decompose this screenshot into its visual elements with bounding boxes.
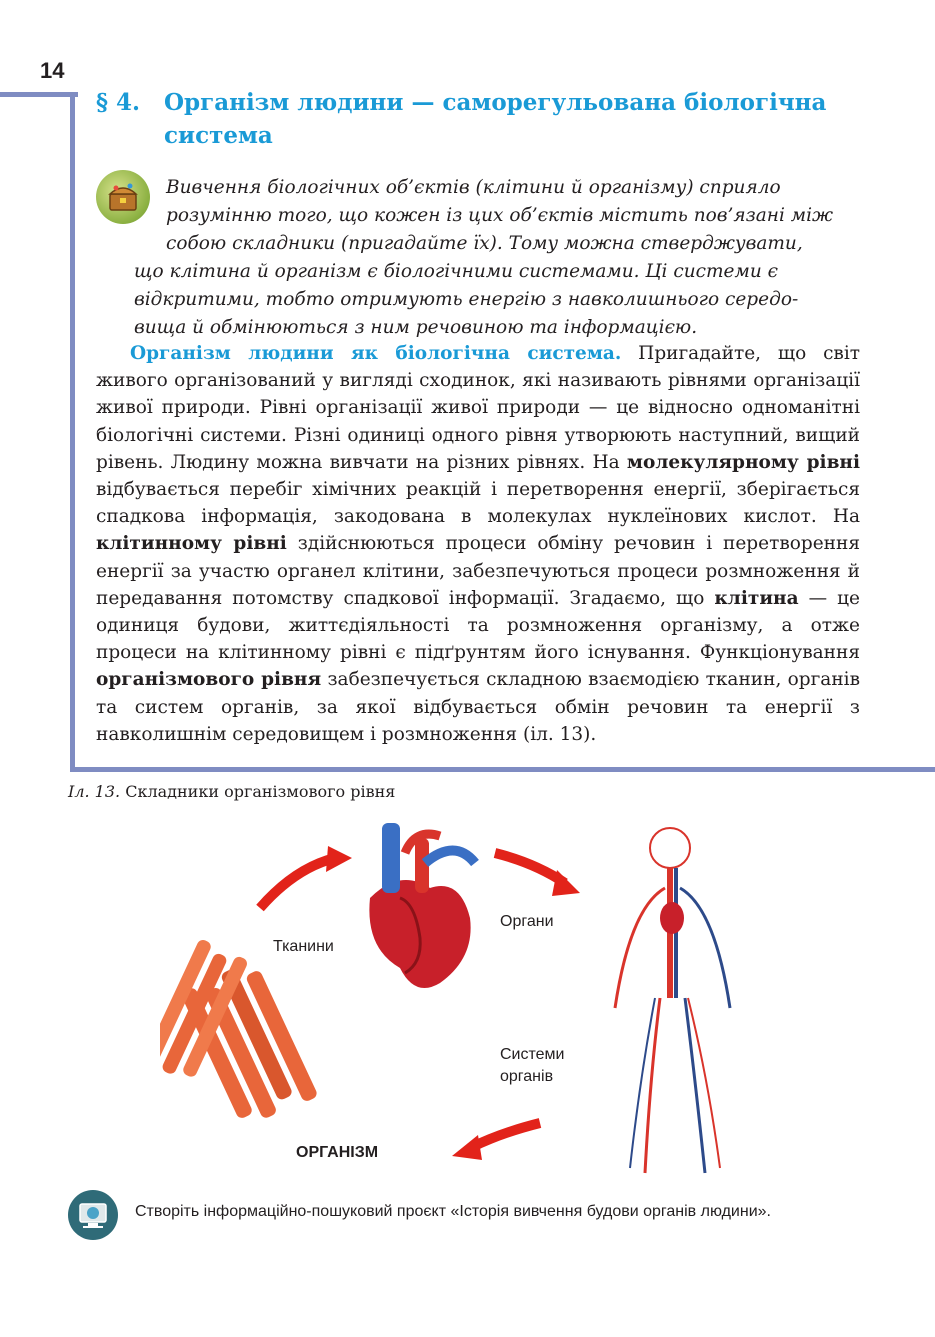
muscle-tissue-image: [160, 938, 319, 1131]
intro-paragraph: [134, 174, 860, 342]
label-organism: ОРГАНІЗМ: [296, 1144, 379, 1161]
project-task: Створіть інформаційно-пошуковий проєкт «Історія вивчення будови органів людини».: [135, 1203, 771, 1220]
body-paragraph: [96, 340, 860, 748]
figure-caption: [68, 782, 395, 801]
arrow-systems-to-organism: [452, 1123, 540, 1160]
body-text: Пригадайте, що світ живого організований у вигляді сходинок, які називають рівнями організації живої природи. Рівні організації живої природи — це відносно одноманітні біологічні системи. Різні одиниці одного рівня утворюють наступний, вищий рівень. Людину можна вивчати на різних рівнях. На: [96, 343, 860, 473]
section-title: [96, 86, 886, 152]
term-organism-level: організмового рівня: [96, 669, 322, 691]
title-line-2: система: [164, 122, 273, 149]
intro-line: що клітина й організм є біологічними системами. Ці системи є: [134, 261, 778, 282]
intro-line: розумінню того, що кожен із цих об’єктів містить пов’язані між: [166, 205, 834, 226]
body-text: відбувається перебіг хімічних реакцій і перетворення енергії, зберігається спадкова інформація, закодована в молекулах нуклеїнових кислот. На: [96, 479, 860, 528]
frame-bottom-bar: [70, 767, 935, 772]
term-cell: клітина: [714, 587, 799, 609]
caption-text: Складники організмового рівня: [120, 782, 396, 801]
label-organ-systems-line2: органів: [500, 1068, 554, 1085]
computer-icon: [68, 1190, 118, 1240]
main-text: [96, 340, 860, 748]
intro-line: Вивчення біологічних об’єктів (клітини й організму) сприяло: [166, 177, 781, 198]
label-organs: Органи: [500, 913, 554, 930]
body-text: забезпечується складною взаємодією тканин, органів та систем органів, за якої відбувається обмін речовин та енергії з навколишнім середовищем і розмноження (іл. 13).: [96, 669, 860, 745]
intro-line: вища й обмінюються з ним речовиною та інформацією.: [134, 317, 698, 338]
page-number: 14: [40, 58, 65, 83]
intro-line: відкритими, тобто отримують енергію з навколишнього середо-: [134, 289, 799, 310]
term-cellular-level: клітинному рівні: [96, 533, 287, 555]
subheading: Організм людини як біологічна система.: [130, 343, 622, 364]
heart-image: [369, 823, 475, 988]
arrow-organs-to-systems: [495, 853, 580, 896]
caption-label: Іл. 13.: [68, 782, 121, 801]
frame-left-bar: [70, 92, 75, 772]
section-number: § 4.: [96, 89, 141, 116]
body-text: здійснюються процеси обміну речовин і перетворення енергії за участю органел клітини, забезпечуються процеси розмноження й передавання потомству спадкової інформації. Згадаємо, що: [96, 533, 861, 609]
title-line-1: Організм людини — саморегульована біологічна: [164, 89, 827, 116]
label-tissues: Тканини: [273, 938, 334, 955]
frame-top-bar: [0, 92, 78, 97]
arrow-tissues-to-organs: [260, 846, 352, 908]
body-text: — це одиниця будови, життєдіяльності та розмноження організму, а отже процеси на клітинному рівні є підґрунтям його існування. Функціонування: [96, 587, 860, 664]
label-organ-systems-line1: Системи: [500, 1046, 565, 1063]
figure-organism-levels: [160, 808, 780, 1188]
label-organ-systems: [500, 1044, 564, 1088]
figure-illustration: [160, 808, 780, 1188]
term-molecular-level: молекулярному рівні: [626, 451, 860, 473]
intro-line: собою складники (пригадайте їх). Тому можна стверджувати,: [166, 233, 803, 254]
circulatory-system-image: [615, 828, 730, 1173]
